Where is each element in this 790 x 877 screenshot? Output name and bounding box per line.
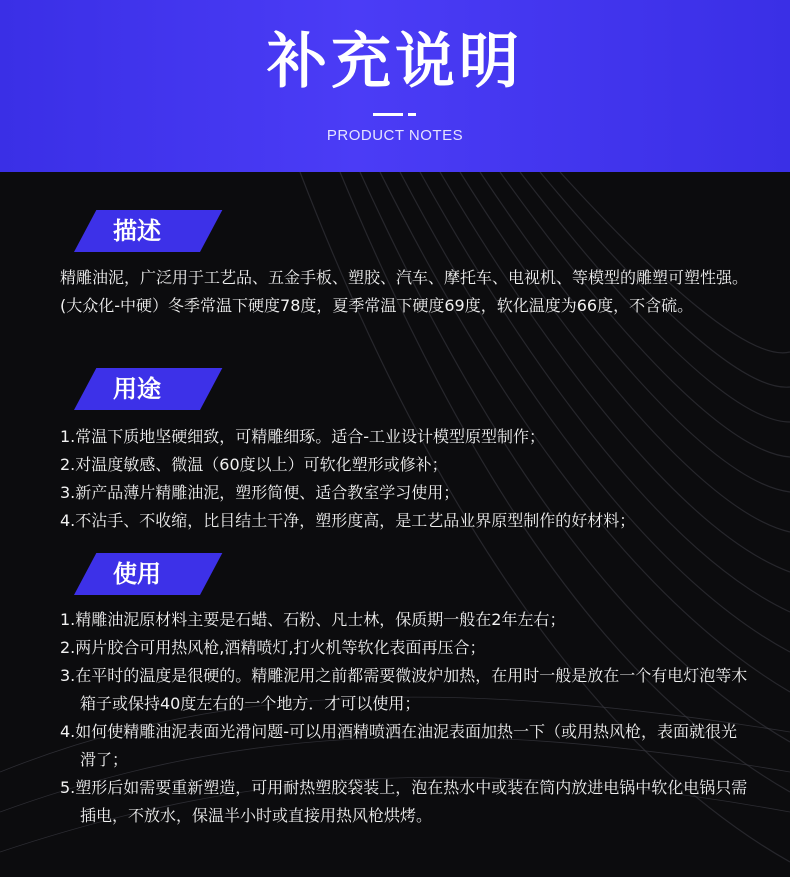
description-text: 精雕油泥，广泛用于工艺品、五金手板、塑胶、汽车、摩托车、电视机、等模型的雕塑可塑性强。(大众化-中硬）冬季常温下硬度78度，夏季常温下硬度69度，软化温度为66度，不含硫。	[60, 268, 749, 315]
title-divider	[373, 113, 403, 116]
section-tag-label: 使用	[113, 560, 161, 588]
list-item: 1.常温下质地坚硬细致，可精雕细琢。适合-工业设计模型原型制作；	[60, 427, 546, 446]
list-item: 2.两片胶合可用热风枪,酒精喷灯,打火机等软化表面再压合；	[60, 638, 486, 657]
list-item: 5.塑形后如需要重新塑造，可用耐热塑胶袋装上，泡在热水中或装在筒内放进电锅中软化电锅只需插电，不放水，保温半小时或直接用热风枪烘烤。	[60, 778, 748, 825]
section-tag-instructions	[62, 553, 200, 595]
page-subtitle: PRODUCT NOTES	[326, 127, 464, 144]
list-item: 3.新产品薄片精雕油泥，塑形简便、适合教室学习使用；	[60, 483, 460, 502]
list-item: 2.对温度敏感、微温（60度以上）可软化塑形或修补；	[60, 455, 448, 474]
list-item: 4.如何使精雕油泥表面光滑问题-可以用酒精喷洒在油泥表面加热一下（或用热风枪，表面就很光滑了；	[60, 722, 738, 769]
instructions-list	[60, 606, 750, 830]
section-tag-label: 描述	[113, 217, 161, 245]
section-tag-label: 用途	[113, 375, 161, 403]
usage-list	[60, 423, 750, 535]
list-item: 3.在平时的温度是很硬的。精雕泥用之前都需要微波炉加热，在用时一般是放在一个有电灯泡等木箱子或保持40度左右的一个地方．才可以使用；	[60, 666, 748, 713]
title-divider-dot	[408, 113, 416, 116]
page-title: 补充说明	[267, 27, 523, 97]
section-tag-usage	[62, 368, 200, 410]
section-tag-description	[62, 210, 200, 252]
list-item: 1.精雕油泥原材料主要是石蜡、石粉、凡士林，保质期一般在2年左右；	[60, 610, 566, 629]
list-item: 4.不沾手、不收缩，比目结土干净，塑形度高，是工艺品业界原型制作的好材料；	[60, 511, 636, 530]
header-banner	[0, 0, 790, 172]
